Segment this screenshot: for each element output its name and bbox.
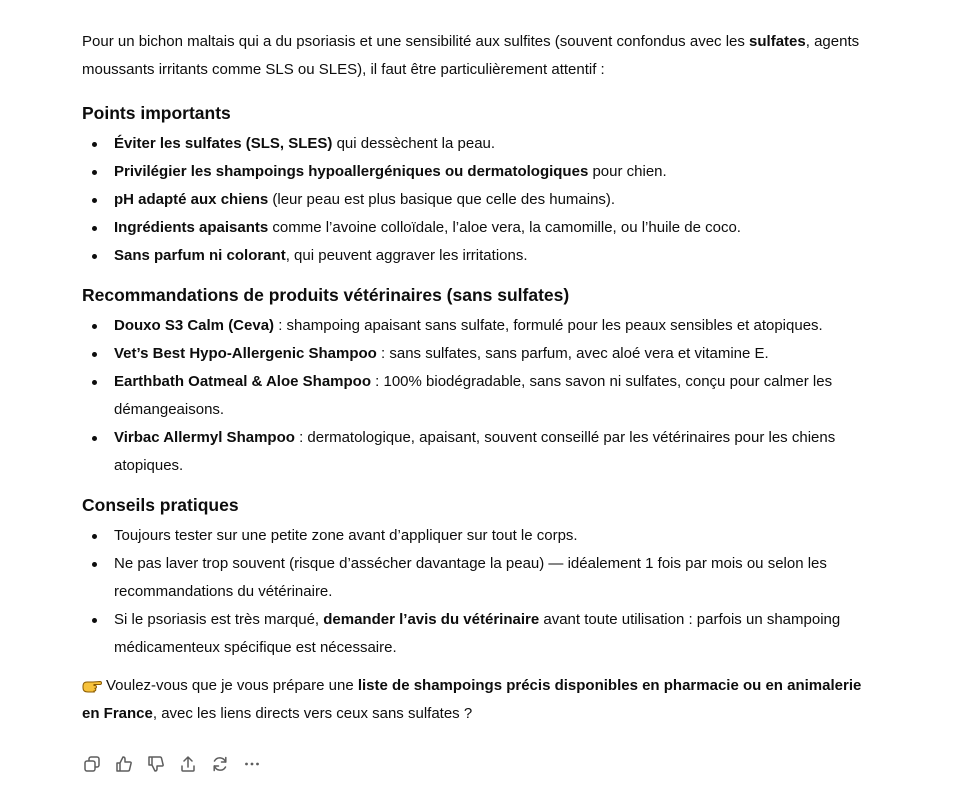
pointing-hand-icon: [82, 675, 102, 691]
intro-text-2: , agents moussants irritants comme SLS ou SLES), il faut être particulièrement attentif :: [82, 33, 860, 78]
intro-text-1: Pour un bichon maltais qui a du psoriasis et une sensibilité aux sulfites (souvent confondus avec les: [82, 33, 750, 50]
message-actions: [80, 752, 264, 776]
recommendations-list: [82, 312, 872, 480]
section-title-points: Points importants: [82, 103, 231, 123]
copy-icon[interactable]: [80, 752, 104, 776]
intro-bold-sulfates: sulfates: [749, 33, 806, 50]
intro-paragraph: [82, 28, 872, 84]
follow-up-question: Voulez-vous que je vous prépare une liste de shampoings précis disponibles en pharmacie ou en animalerie en France, avec les liens directs vers ceux sans sulfates ?: [82, 677, 862, 722]
thumbs-up-icon[interactable]: [112, 752, 136, 776]
list-item: Ne pas laver trop souvent (risque d’assécher davantage la peau) — idéalement 1 fois par mois ou selon les recommandations du vétérinaire.: [114, 550, 872, 606]
list-item: Privilégier les shampoings hypoallergéniques ou dermatologiques pour chien.: [114, 158, 872, 186]
list-item: Éviter les sulfates (SLS, SLES) qui dessèchent la peau.: [114, 130, 872, 158]
list-item: Earthbath Oatmeal & Aloe Shampoo : 100% biodégradable, sans savon ni sulfates, conçu pour calmer les démangeaisons.: [114, 368, 872, 424]
section-title-tips: Conseils pratiques: [82, 495, 239, 515]
tips-list: [82, 522, 872, 662]
assistant-message: [82, 28, 872, 728]
regenerate-icon[interactable]: [208, 752, 232, 776]
share-icon[interactable]: [176, 752, 200, 776]
thumbs-down-icon[interactable]: [144, 752, 168, 776]
list-item: Toujours tester sur une petite zone avant d’appliquer sur tout le corps.: [114, 522, 872, 550]
section-title-recommendations: Recommandations de produits vétérinaires (sans sulfates): [82, 285, 570, 305]
list-item: Douxo S3 Calm (Ceva) : shampoing apaisant sans sulfate, formulé pour les peaux sensibles et atopiques.: [114, 312, 872, 340]
list-item: Ingrédients apaisants comme l’avoine colloïdale, l’aloe vera, la camomille, ou l’huile de coco.: [114, 214, 872, 242]
list-item: Virbac Allermyl Shampoo : dermatologique, apaisant, souvent conseillé par les vétérinaires pour les chiens atopiques.: [114, 424, 872, 480]
list-item: Si le psoriasis est très marqué, demander l’avis du vétérinaire avant toute utilisation : parfois un shampoing médicamenteux spécifique est nécessaire.: [114, 606, 872, 662]
list-item: Vet’s Best Hypo-Allergenic Shampoo : sans sulfates, sans parfum, avec aloé vera et vitamine E.: [114, 340, 872, 368]
points-list: [82, 130, 872, 270]
list-item: pH adapté aux chiens (leur peau est plus basique que celle des humains).: [114, 186, 872, 214]
list-item: Sans parfum ni colorant, qui peuvent aggraver les irritations.: [114, 242, 872, 270]
more-icon[interactable]: [240, 752, 264, 776]
